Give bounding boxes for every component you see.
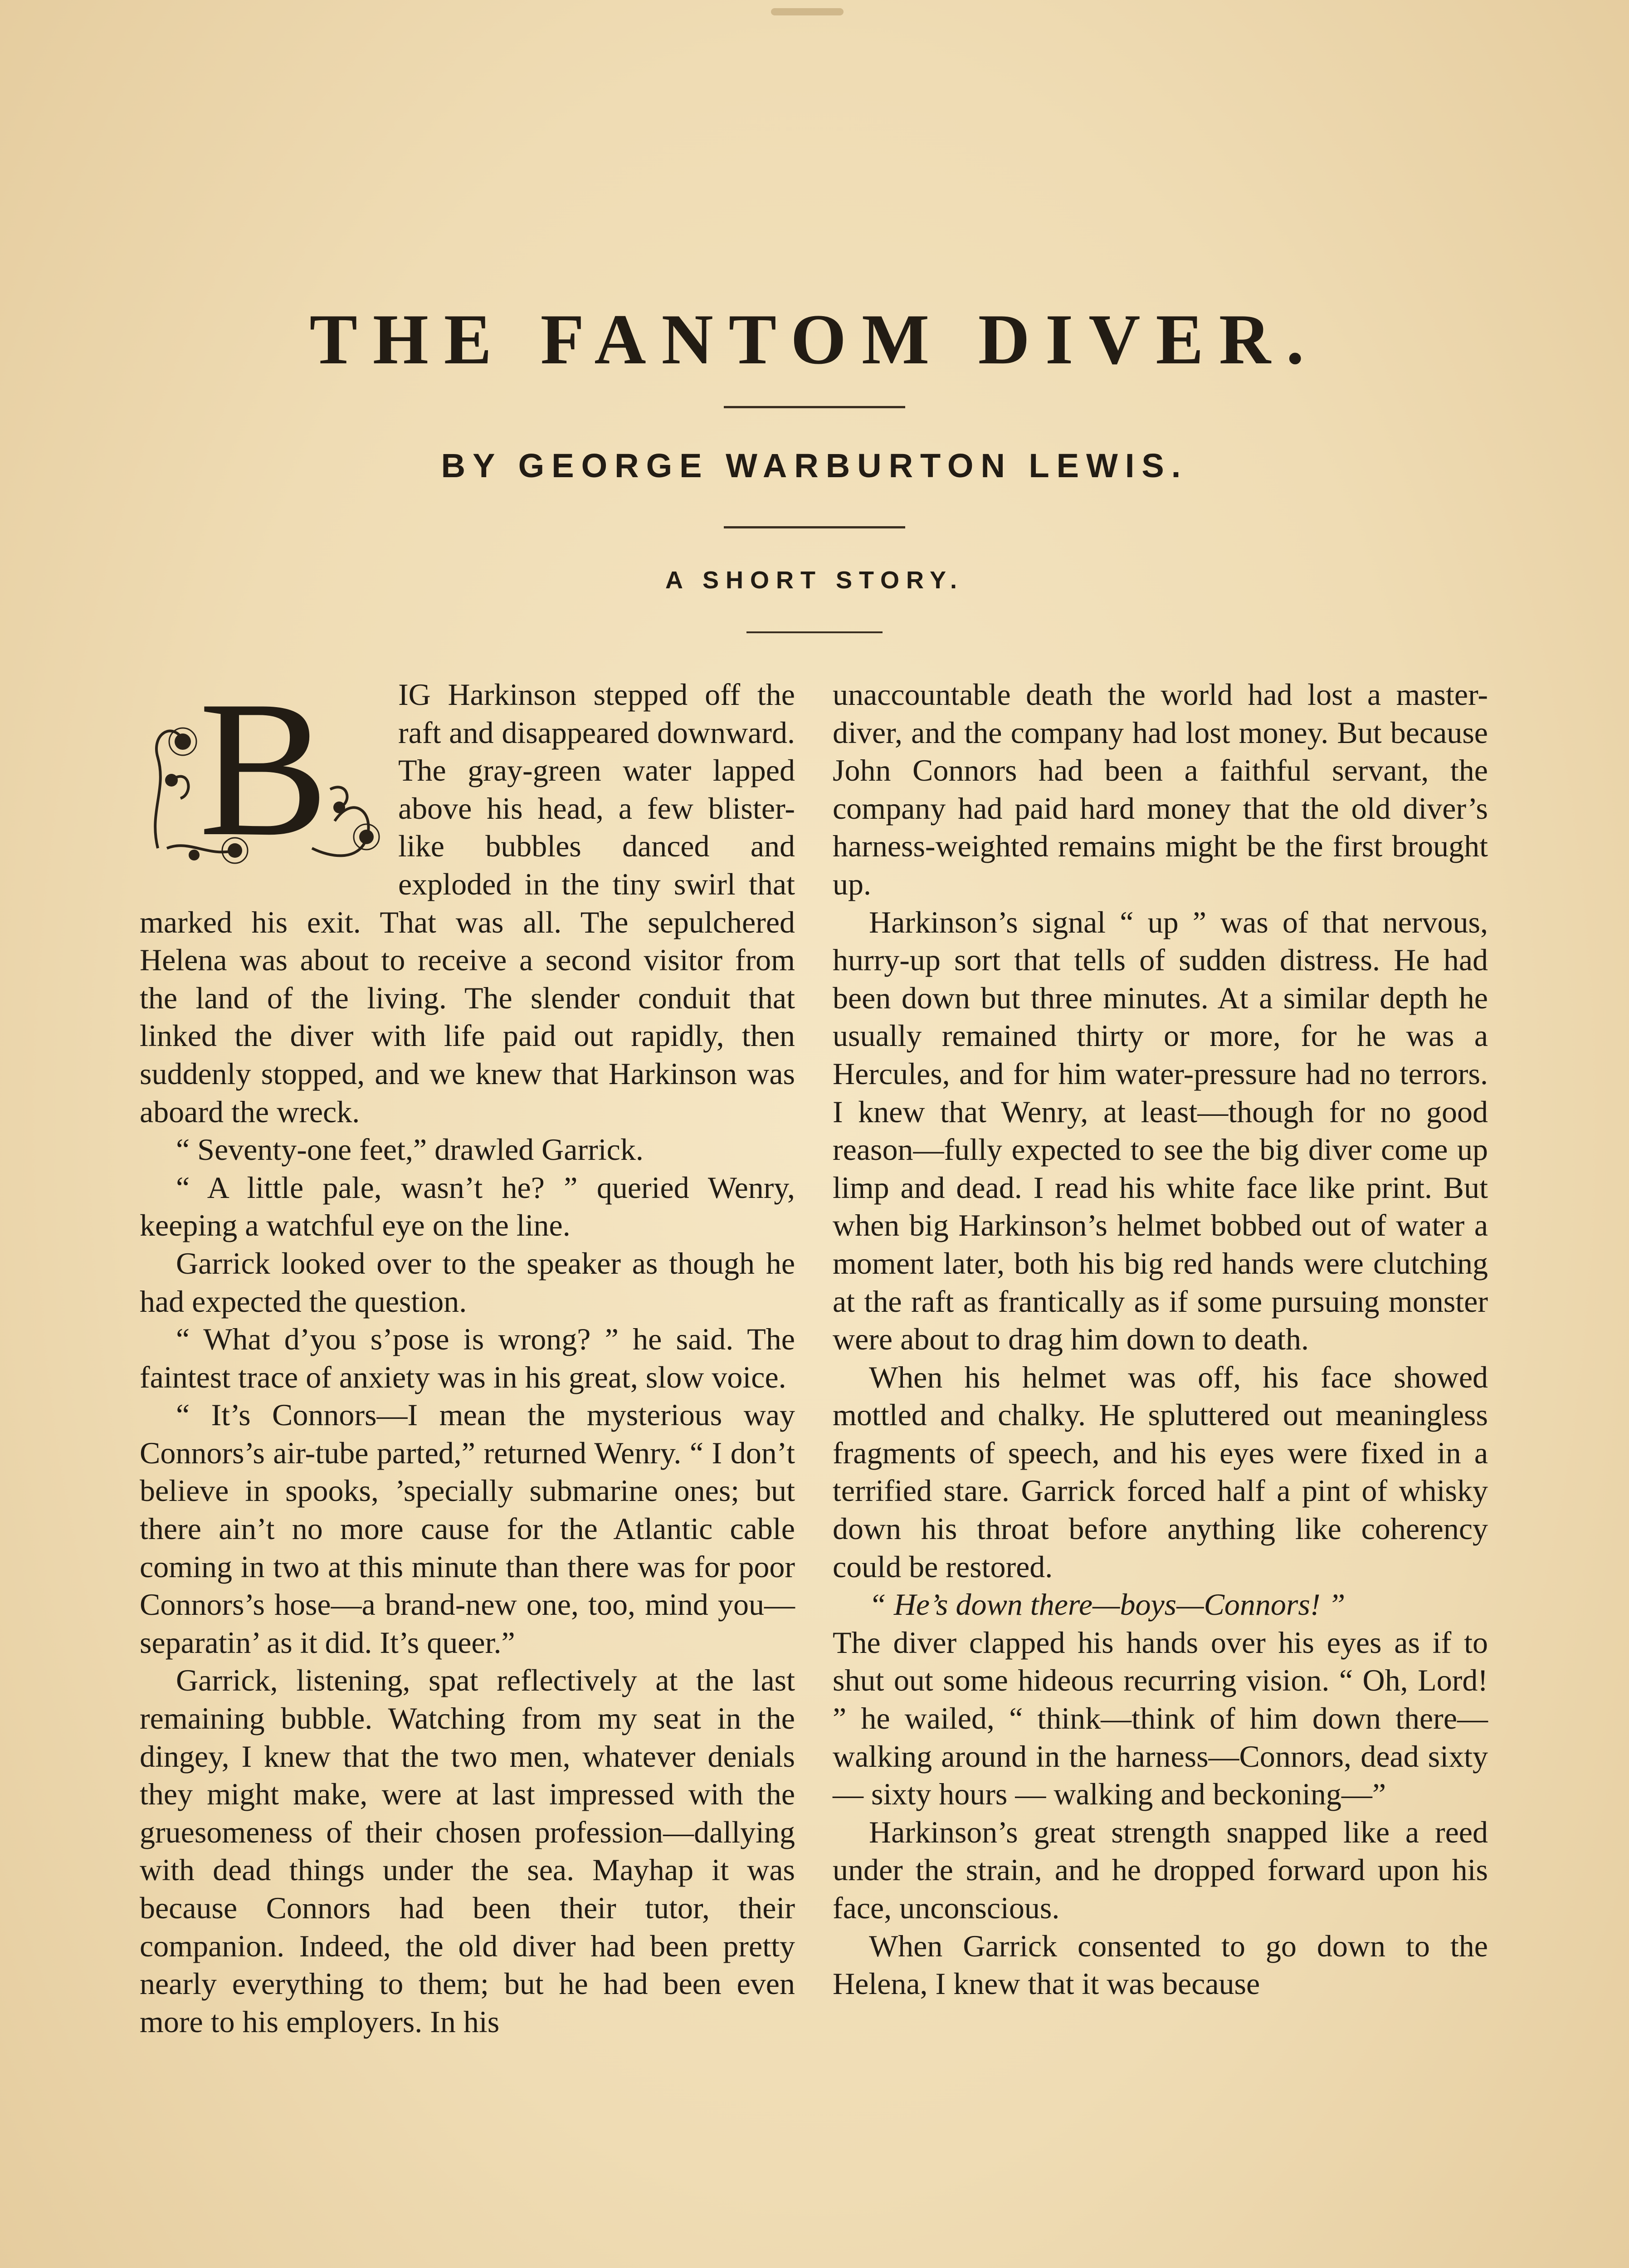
right-column <box>833 676 1488 2003</box>
paragraph: “ Seventy-one feet,” drawled Garrick. <box>176 1132 644 1167</box>
paragraph: IG Harkinson stepped off the raft and disappeared downward. The gray-green water lapped above his head, a few blister-like bubbles danced and exploded in the tiny swirl that marked his exit. That was all. The sepulchered Helena was about to receive a second visitor from the land of the living. The slender conduit that linked the diver with life paid out rapidly, then suddenly stopped, and we knew that Harkinson was aboard the wreck. <box>140 677 795 1129</box>
drop-cap <box>140 661 394 877</box>
paragraph: The diver clapped his hands over his eyes as if to shut out some hideous recurring vision. “ Oh, Lord! ” he wailed, “ think—think of him down there—walking around in the harness—Connors, dead sixty — sixty hours — walking and beckoning—” <box>833 1625 1488 1812</box>
drop-cap-letter: B <box>199 661 329 877</box>
paragraph: When Garrick consented to go down to the Helena, I knew that it was because <box>833 1928 1488 2001</box>
paragraph: Harkinson’s signal “ up ” was of that nervous, hurry-up sort that tells of sudden distress. He had been down but three minutes. At a similar depth he usually remained thirty or more, for he was a Hercules, and for him water-pressure had no terrors. I knew that Wenry, at least—though for no good reason—fully expected to see the big diver come up limp and dead. I read his white face like print. But when big Harkinson’s helmet bobbed out of water a moment later, both his big red hands were clutching at the raft as frantically as if some pursuing monster were about to drag him down to death. <box>833 904 1488 1357</box>
paragraph: “ It’s Connors—I mean the mysterious way Connors’s air-tube parted,” returned Wenry. “ I don’t believe in spooks, ’specially submarine ones; but there ain’t no more cause for the Atlantic cable coming in two at this minute than there was for poor Connors’s hose—a brand-new one, too, mind you—separatin’ as it did. It’s queer.” <box>140 1398 795 1660</box>
byline-rule <box>724 526 905 528</box>
author-byline: BY GEORGE WARBURTON LEWIS. <box>441 447 1188 484</box>
paragraph: When his helmet was off, his face showed mottled and chalky. He spluttered out meaningless fragments of speech, and his eyes were fixed in a terrified stare. Garrick forced half a pint of whisky down his throat before anything like coherency could be restored. <box>833 1359 1488 1584</box>
paragraph: Garrick looked over to the speaker as though he had expected the question. <box>140 1246 795 1319</box>
paragraph: “ He’s down there—boys—Connors! ” <box>869 1587 1346 1622</box>
paragraph: unaccountable death the world had lost a master-diver, and the company had lost money. But because John Connors had been a faithful servant, the company had paid hard money that the old diver’s harness-weighted remains might be the first brought up. <box>833 677 1488 901</box>
paragraph: “ What d’you s’pose is wrong? ” he said. The faintest trace of anxiety was in his great, slow voice. <box>140 1322 795 1394</box>
paragraph: “ A little pale, wasn’t he? ” queried Wenry, keeping a watchful eye on the line. <box>140 1170 795 1243</box>
binding-mark <box>771 8 844 15</box>
story-title: THE FANTOM DIVER. <box>309 300 1320 379</box>
title-rule <box>724 406 905 408</box>
paragraph: Harkinson’s great strength snapped like a reed under the strain, and he dropped forward upon his face, unconscious. <box>833 1814 1488 1925</box>
subtitle-rule <box>746 631 883 633</box>
left-column <box>140 661 795 2041</box>
paragraph: Garrick, listening, spat reflectively at the last remaining bubble. Watching from my seat in the dingey, I knew that the two men, whatever denials they might make, were at last impressed with the gruesomeness of their chosen profession—dallying with dead things under the sea. Mayhap it was because Connors had been their tutor, their companion. Indeed, the old diver had been pretty nearly everything to them; but he had been even more to his employers. In his <box>140 1663 795 2039</box>
story-subtitle: A SHORT STORY. <box>665 567 964 594</box>
